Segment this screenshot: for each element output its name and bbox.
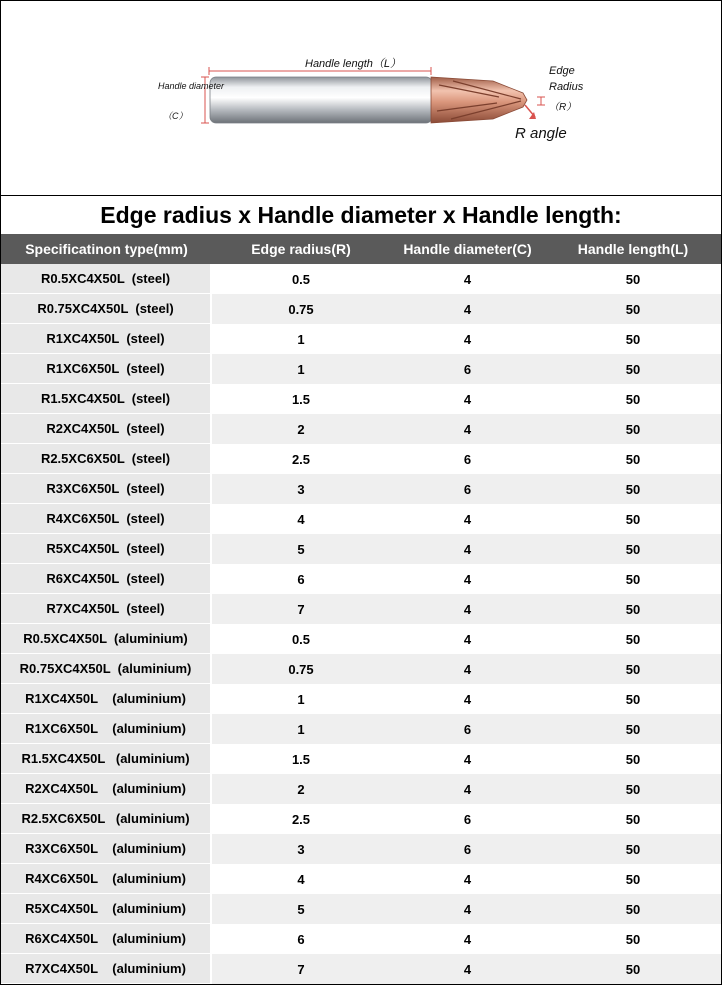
handle-diameter-label: Handle diameter (158, 81, 225, 91)
edge-radius-cell: 1 (212, 714, 390, 744)
handle-length-cell: 50 (545, 954, 721, 984)
spec-type-cell: R0.5XC4X50L (steel) (1, 264, 212, 294)
edge-radius-cell: 1.5 (212, 744, 390, 774)
handle-length-cell: 50 (545, 774, 721, 804)
handle-diameter-cell: 4 (390, 654, 545, 684)
table-row (1, 684, 721, 714)
spec-type-cell: R7XC4X50L (steel) (1, 594, 212, 624)
spec-type-cell: R1.5XC4X50L (steel) (1, 384, 212, 414)
edge-radius-cell: 1 (212, 684, 390, 714)
handle-diameter-cell: 4 (390, 744, 545, 774)
handle-diameter-cell: 4 (390, 864, 545, 894)
table-row (1, 294, 721, 324)
handle-diameter-cell: 6 (390, 834, 545, 864)
spec-type-cell: R3XC6X50L (steel) (1, 474, 212, 504)
spec-type-cell: R2XC4X50L (steel) (1, 414, 212, 444)
handle-length-cell: 50 (545, 744, 721, 774)
shank (210, 77, 432, 123)
edge-radius-cell: 0.5 (212, 624, 390, 654)
header-edge-radius: Edge radius(R) (251, 241, 351, 257)
handle-diameter-cell: 4 (390, 774, 545, 804)
table-row (1, 894, 721, 924)
handle-length-label: Handle length（L） (305, 58, 402, 70)
handle-length-cell: 50 (545, 624, 721, 654)
table-row (1, 384, 721, 414)
table-row (1, 444, 721, 474)
table-row (1, 354, 721, 384)
spec-type-cell: R7XC4X50L (aluminium) (1, 954, 212, 984)
edge-radius-cell: 5 (212, 534, 390, 564)
spec-type-cell: R0.75XC4X50L (aluminium) (1, 654, 212, 684)
spec-type-cell: R1XC4X50L (steel) (1, 324, 212, 354)
handle-diameter-cell: 4 (390, 954, 545, 984)
spec-type-cell: R1XC4X50L (aluminium) (1, 684, 212, 714)
handle-length-cell: 50 (545, 894, 721, 924)
handle-length-cell: 50 (545, 684, 721, 714)
end-mill-illustration (1, 1, 721, 195)
edge-radius-cell: 7 (212, 594, 390, 624)
table-row (1, 624, 721, 654)
table-row (1, 564, 721, 594)
handle-diameter-cell: 4 (390, 534, 545, 564)
table-row (1, 834, 721, 864)
handle-diameter-cell: 6 (390, 474, 545, 504)
table-row (1, 954, 721, 984)
spec-type-cell: R5XC4X50L (aluminium) (1, 894, 212, 924)
edge-radius-cell: 6 (212, 924, 390, 954)
header-spec-type: Specificatinon type(mm) (25, 241, 188, 257)
table-row (1, 264, 721, 294)
table-row (1, 714, 721, 744)
spec-type-cell: R1.5XC4X50L (aluminium) (1, 744, 212, 774)
table-row (1, 804, 721, 834)
handle-length-cell: 50 (545, 384, 721, 414)
spec-type-cell: R0.75XC4X50L (steel) (1, 294, 212, 324)
table-header (1, 234, 721, 264)
header-handle-length: Handle length(L) (577, 241, 689, 257)
handle-diameter-cell: 6 (390, 444, 545, 474)
handle-length-cell: 50 (545, 414, 721, 444)
handle-diameter-cell: 4 (390, 294, 545, 324)
radius-symbol: （R） (549, 102, 577, 113)
edge-radius-cell: 1 (212, 354, 390, 384)
edge-radius-cell: 3 (212, 474, 390, 504)
handle-length-cell: 50 (545, 834, 721, 864)
handle-diameter-cell: 4 (390, 264, 545, 294)
cutting-head (431, 77, 527, 123)
table-row (1, 774, 721, 804)
edge-radius-cell: 1.5 (212, 384, 390, 414)
spec-type-cell: R5XC4X50L (steel) (1, 534, 212, 564)
handle-diameter-cell: 4 (390, 504, 545, 534)
handle-diameter-cell: 4 (390, 894, 545, 924)
handle-diameter-cell: 4 (390, 924, 545, 954)
r-angle-label: R angle (515, 125, 567, 142)
handle-length-cell: 50 (545, 924, 721, 954)
spec-title: Edge radius x Handle diameter x Handle length: (100, 202, 622, 228)
handle-diameter-cell: 4 (390, 594, 545, 624)
spec-type-cell: R6XC4X50L (aluminium) (1, 924, 212, 954)
edge-radius-cell: 2 (212, 774, 390, 804)
header-handle-diameter: Handle diameter(C) (403, 241, 532, 257)
edge-radius-cell: 4 (212, 504, 390, 534)
spec-type-cell: R4XC6X50L (steel) (1, 504, 212, 534)
handle-length-cell: 50 (545, 864, 721, 894)
handle-diameter-cell: 4 (390, 684, 545, 714)
handle-length-cell: 50 (545, 594, 721, 624)
table-row (1, 594, 721, 624)
spec-type-cell: R3XC6X50L (aluminium) (1, 834, 212, 864)
edge-radius-cell: 2 (212, 414, 390, 444)
table-row (1, 504, 721, 534)
handle-length-cell: 50 (545, 444, 721, 474)
edge-radius-cell: 3 (212, 834, 390, 864)
handle-length-cell: 50 (545, 534, 721, 564)
radius-label: Radius (549, 81, 584, 93)
edge-radius-cell: 0.75 (212, 294, 390, 324)
spec-type-cell: R2.5XC6X50L (steel) (1, 444, 212, 474)
spec-type-cell: R6XC4X50L (steel) (1, 564, 212, 594)
table-row (1, 324, 721, 354)
spec-type-cell: R1XC6X50L (aluminium) (1, 714, 212, 744)
handle-length-cell: 50 (545, 804, 721, 834)
edge-radius-cell: 0.5 (212, 264, 390, 294)
handle-length-cell: 50 (545, 654, 721, 684)
handle-length-cell: 50 (545, 324, 721, 354)
handle-length-cell: 50 (545, 714, 721, 744)
table-row (1, 474, 721, 504)
spec-type-cell: R0.5XC4X50L (aluminium) (1, 624, 212, 654)
handle-diameter-cell: 4 (390, 624, 545, 654)
handle-length-cell: 50 (545, 504, 721, 534)
handle-length-cell: 50 (545, 264, 721, 294)
spec-type-cell: R2.5XC6X50L (aluminium) (1, 804, 212, 834)
edge-label: Edge (549, 65, 575, 77)
table-row (1, 534, 721, 564)
table-row (1, 864, 721, 894)
handle-length-cell: 50 (545, 474, 721, 504)
table-row (1, 924, 721, 954)
handle-length-cell: 50 (545, 354, 721, 384)
handle-diameter-cell: 4 (390, 414, 545, 444)
edge-radius-cell: 2.5 (212, 804, 390, 834)
tool-diagram (1, 1, 721, 196)
table-row (1, 414, 721, 444)
edge-radius-cell: 6 (212, 564, 390, 594)
spec-type-cell: R1XC6X50L (steel) (1, 354, 212, 384)
edge-radius-cell: 4 (212, 864, 390, 894)
handle-diameter-cell: 4 (390, 384, 545, 414)
handle-diameter-cell: 6 (390, 714, 545, 744)
handle-diameter-cell: 6 (390, 354, 545, 384)
edge-radius-cell: 7 (212, 954, 390, 984)
edge-radius-cell: 5 (212, 894, 390, 924)
handle-diameter-cell: 6 (390, 804, 545, 834)
handle-diameter-cell: 4 (390, 324, 545, 354)
handle-length-cell: 50 (545, 294, 721, 324)
edge-radius-cell: 1 (212, 324, 390, 354)
table-row (1, 654, 721, 684)
spec-type-cell: R4XC6X50L (aluminium) (1, 864, 212, 894)
spec-table-body (1, 264, 721, 984)
spec-type-cell: R2XC4X50L (aluminium) (1, 774, 212, 804)
edge-radius-cell: 2.5 (212, 444, 390, 474)
handle-diameter-symbol: （C） (163, 111, 188, 121)
handle-diameter-cell: 4 (390, 564, 545, 594)
table-row (1, 744, 721, 774)
edge-radius-cell: 0.75 (212, 654, 390, 684)
handle-length-cell: 50 (545, 564, 721, 594)
